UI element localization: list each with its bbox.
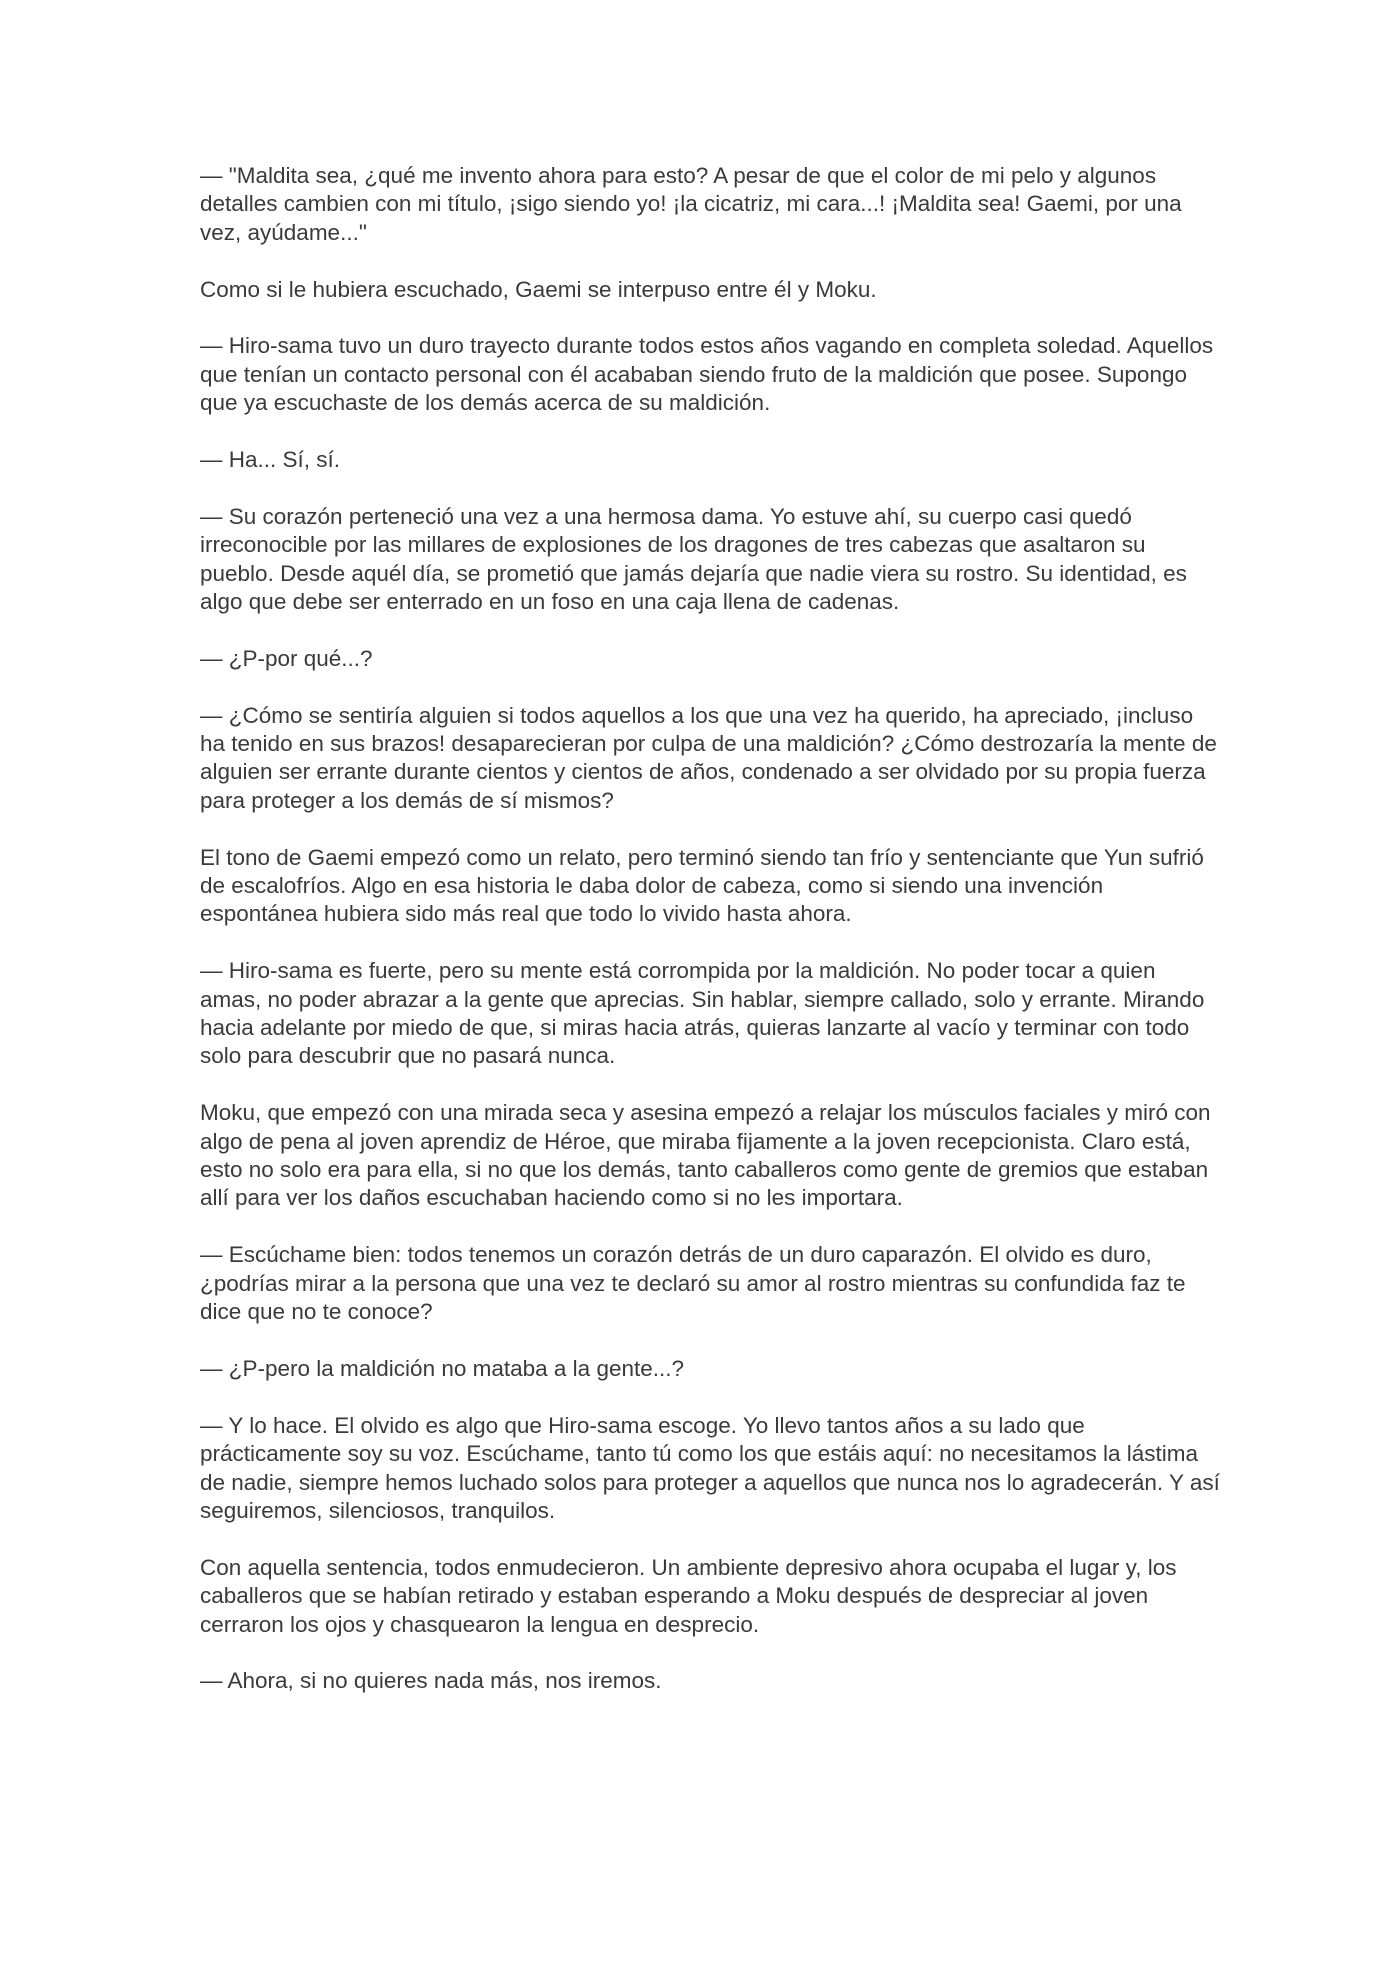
paragraph: — Ha... Sí, sí. [200,447,341,473]
paragraph: Con aquella sentencia, todos enmudecieron. Un ambiente depresivo ahora ocupaba el lugar y, los caballeros que se habían retirado y estaban esperando a Moku después de despreciar al joven cerraron los ojos y chasquearon la lengua en desprecio. [200,1554,1177,1637]
paragraph: — Y lo hace. El olvido es algo que Hiro-sama escoge. Yo llevo tantos años a su lado que prácticamente soy su voz. Escúchame, tanto tú como los que estáis aquí: no necesitamos la lástima de nadie, siempre hemos luchado solos para proteger a aquellos que nunca nos lo agradecerán. Y así seguiremos, silenciosos, tranquilos. [200,1412,1220,1523]
paragraph: — Ahora, si no quieres nada más, nos iremos. [200,1668,662,1694]
paragraph: — "Maldita sea, ¿qué me invento ahora para esto? A pesar de que el color de mi pelo y algunos detalles cambien con mi título, ¡sigo siendo yo! ¡la cicatriz, mi cara...! ¡Maldita sea! Gaemi, por una vez, ayúdame..." [200,163,1182,245]
paragraph: — Hiro-sama es fuerte, pero su mente está corrompida por la maldición. No poder tocar a quien amas, no poder abrazar a la gente que aprecias. Sin hablar, siempre callado, solo y errante. Mirando hacia adelante por miedo de que, si miras hacia atrás, quieras lanzarte al vacío y terminar con todo solo para descubrir que no pasará nunca. [200,958,1205,1069]
paragraph: — Su corazón perteneció una vez a una hermosa dama. Yo estuve ahí, su cuerpo casi quedó irreconocible por las millares de explosiones de los dragones de tres cabezas que asaltaron su pueblo. Desde aquél día, se prometió que jamás dejaría que nadie viera su rostro. Su identidad, es algo que debe ser enterrado en un foso en una caja llena de cadenas. [200,503,1187,615]
paragraph: Moku, que empezó con una mirada seca y asesina empezó a relajar los músculos faciales y miró con algo de pena al joven aprendiz de Héroe, que miraba fijamente a la joven recepcionista. Claro está, esto no solo era para ella, si no que los demás, tanto caballeros como gente de gremios que estaban allí para ver los daños escuchaban haciendo como si no les importara. [200,1100,1211,1211]
paragraph: — ¿P-por qué...? [200,645,373,671]
paragraph: — ¿P-pero la maldición no mataba a la gente...? [200,1355,685,1381]
paragraph: — ¿Cómo se sentiría alguien si todos aquellos a los que una vez ha querido, ha apreciado, ¡incluso ha tenido en sus brazos! desaparecieran por culpa de una maldición? ¿Cómo destrozaría la mente de alguien ser errante durante cientos y cientos de años, condenado a ser olvidado por su propia fuerza para proteger a los demás de sí mismos? [200,702,1217,813]
paragraph: — Escúchame bien: todos tenemos un corazón detrás de un duro caparazón. El olvido es duro, ¿podrías mirar a la persona que una vez te declaró su amor al rostro mientras su confundida faz te dice que no te conoce? [200,1242,1186,1325]
paragraph: El tono de Gaemi empezó como un relato, pero terminó siendo tan frío y sentenciante que Yun sufrió de escalofríos. Algo en esa historia le daba dolor de cabeza, como si siendo una invención espontánea hubiera sido más real que todo lo vivido hasta ahora. [200,844,1204,927]
paragraph: Como si le hubiera escuchado, Gaemi se interpuso entre él y Moku. [200,276,877,302]
paragraph: — Hiro-sama tuvo un duro trayecto durante todos estos años vagando en completa soledad. Aquellos que tenían un contacto personal con él acababan siendo fruto de la maldición que posee. Supongo que ya escuchaste de los demás acerca de su maldición. [200,333,1214,416]
document-body [200,162,1220,1724]
